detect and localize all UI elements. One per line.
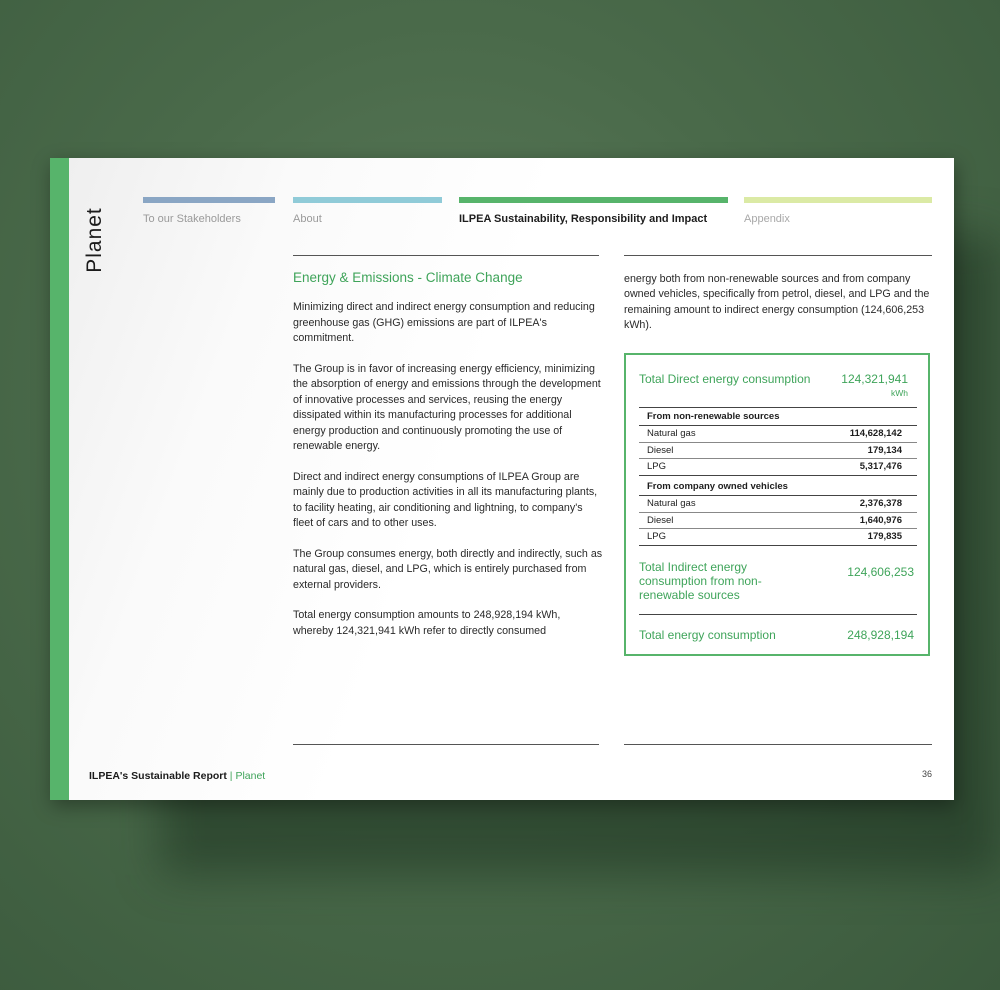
nav-label-stakeholders: To our Stakeholders — [143, 213, 241, 225]
nav-bar-about — [293, 197, 442, 203]
row-label: Diesel — [647, 514, 674, 526]
nav-label-sustainability: ILPEA Sustainability, Responsibility and Impact — [459, 213, 708, 225]
direct-energy-unit: kWh — [891, 388, 908, 398]
green-side-bar — [50, 158, 69, 800]
direct-energy-value: 124,321,941 — [841, 372, 908, 386]
non-renewable-table — [639, 409, 917, 476]
row-label: LPG — [647, 531, 667, 542]
row-value: 1,640,976 — [859, 514, 902, 526]
vehicles-table — [639, 479, 917, 546]
nav-tab-sustainability[interactable] — [459, 197, 728, 225]
row-value: 179,835 — [867, 531, 902, 542]
indirect-energy-label: Total Indirect energy consumption from non-renewable sources — [639, 560, 762, 602]
paragraph-providers: The Group consumes energy, both directly and indirectly, such as natural gas, diesel, and LPG, which is entirely purchased from external providers. — [293, 547, 603, 591]
nav-tab-stakeholders[interactable] — [143, 197, 275, 225]
row-value: 114,628,142 — [849, 428, 902, 439]
side-section-title — [80, 200, 110, 280]
nav-bar-appendix — [744, 197, 932, 203]
direct-energy-label: Total Direct energy consumption — [639, 372, 811, 386]
paragraph-commitment: Minimizing direct and indirect energy consumption and reducing greenhouse gas (GHG) emissions are part of ILPEA's commitment. — [293, 301, 595, 345]
table-row — [639, 426, 917, 443]
table-row — [639, 513, 917, 530]
nav-bar-stakeholders — [143, 197, 275, 203]
nav-bar-sustainability — [459, 197, 728, 203]
row-value: 179,134 — [867, 444, 902, 456]
paragraph-continued: energy both from non-renewable sources and from company owned vehicles, specifically from petrol, diesel, and LPG and the remaining amount to indirect energy consumption (124,606,253 kWh). — [624, 273, 930, 332]
footer-section: Planet — [235, 770, 266, 782]
nav-tab-appendix[interactable] — [744, 197, 932, 225]
indirect-energy-value: 124,606,253 — [847, 565, 914, 579]
vehicles-header: From company owned vehicles — [639, 479, 917, 496]
total-divider — [639, 614, 917, 615]
left-column-bottom-rule — [293, 744, 599, 745]
paragraph-total: Total energy consumption amounts to 248,928,194 kWh, whereby 124,321,941 kWh refer to directly consumed — [293, 609, 561, 637]
table-row — [639, 459, 917, 476]
paragraph-efficiency: The Group is in favor of increasing energy efficiency, minimizing the absorption of energy and emissions through the development of innovative processes and services, reusing the energy dissipated within its manufacturing processes for additional energy production and continuously promoting the use of renewable energy. — [293, 363, 601, 453]
paragraph-consumption-sources: Direct and indirect energy consumptions of ILPEA Group are mainly due to production activities in all its manufacturing plants, to facility heating, air conditioning and lightning, to company's fleet of cars and to other uses. — [293, 470, 598, 530]
side-section-title-text: Planet — [83, 207, 106, 273]
row-value: 5,317,476 — [859, 461, 902, 472]
nav-label-about: About — [293, 213, 322, 225]
box-divider — [639, 407, 917, 408]
total-energy-value: 248,928,194 — [847, 628, 914, 642]
row-label: Diesel — [647, 444, 674, 456]
non-renewable-header: From non-renewable sources — [639, 409, 917, 426]
table-row — [639, 496, 917, 513]
total-energy-label: Total energy consumption — [639, 628, 776, 642]
left-column-top-rule — [293, 255, 599, 256]
table-row — [639, 443, 917, 460]
section-heading: Energy & Emissions - Climate Change — [293, 270, 523, 285]
footer-separator: | — [229, 770, 233, 782]
table-row — [639, 529, 917, 546]
right-column-bottom-rule — [624, 744, 932, 745]
left-text-column — [293, 270, 603, 655]
footer-report-name: ILPEA's Sustainable Report — [89, 770, 227, 782]
report-page — [50, 158, 954, 800]
nav-tab-about[interactable] — [293, 197, 442, 225]
right-column-top-rule — [624, 255, 932, 256]
right-text-column — [624, 272, 934, 334]
energy-consumption-box — [624, 353, 930, 656]
row-label: Natural gas — [647, 498, 696, 509]
row-label: LPG — [647, 461, 667, 472]
nav-label-appendix: Appendix — [744, 213, 790, 225]
footer-report-title — [89, 770, 265, 782]
row-value: 2,376,378 — [859, 498, 902, 509]
row-label: Natural gas — [647, 428, 696, 439]
page-number: 36 — [921, 769, 932, 779]
